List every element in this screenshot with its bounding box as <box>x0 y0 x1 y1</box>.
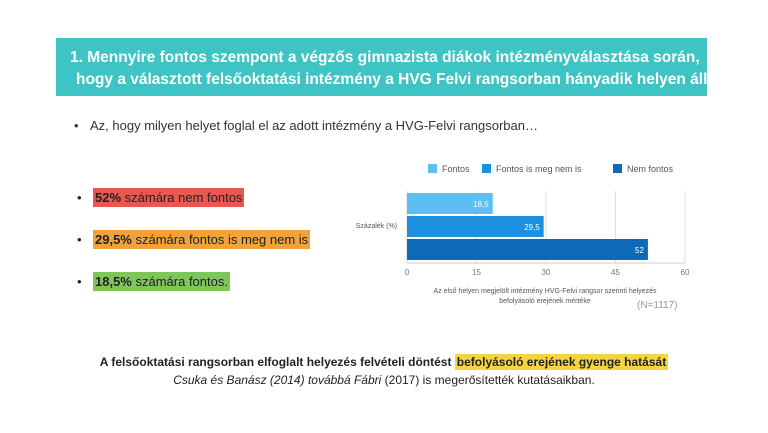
conclusion-text: A felsőoktatási rangsorban elfoglalt helyezés felvételi döntést <box>99 355 455 369</box>
conclusion-line-2 <box>0 373 768 387</box>
citation-authors: Csuka és Banász (2014) továbbá Fábri <box>173 373 382 387</box>
bullet-icon: • <box>77 190 82 205</box>
stat-value: 29,5% <box>95 232 132 247</box>
conclusion-highlight: befolyásoló erejének gyenge hatását <box>456 355 667 369</box>
legend-label: Nem fontos <box>627 164 674 174</box>
x-tick-label: 60 <box>680 268 690 277</box>
bullet-icon: • <box>77 274 82 289</box>
legend-swatch <box>482 164 491 173</box>
question-line-1: 1. Mennyire fontos szempont a végzős gimnazista diákok intézményválasztása során, <box>70 49 700 66</box>
legend-label: Fontos is meg nem is <box>496 164 582 174</box>
y-axis-label: Százalék (%) <box>355 223 397 230</box>
x-axis-ticks <box>405 268 690 277</box>
legend-label: Fontos <box>442 164 470 174</box>
stat-text: számára fontos is meg nem is <box>131 232 309 247</box>
stat-important <box>77 274 230 289</box>
x-tick-label: 30 <box>541 268 551 277</box>
citation-text: (2017) is megerősítették kutatásaikban. <box>381 373 595 387</box>
bar-value-label: 29,5 <box>524 223 540 232</box>
bar-value-label: 18,5 <box>473 200 489 209</box>
bar-value-label: 52 <box>635 246 644 255</box>
stat-not-important <box>77 190 244 205</box>
x-tick-label: 45 <box>611 268 620 277</box>
intro-label: Az, hogy milyen helyet foglal el az adott intézmény a HVG-Felvi rangsorban… <box>90 118 538 133</box>
stat-text: számára fontos. <box>131 274 228 289</box>
stat-value: 18,5% <box>95 274 132 289</box>
stat-highlight <box>93 230 310 249</box>
question-banner <box>56 38 717 96</box>
conclusion-line-1 <box>0 355 768 369</box>
chart-canvas <box>340 155 700 315</box>
bar-chart <box>340 155 700 315</box>
stat-highlight <box>93 188 244 207</box>
x-axis-label-line-1: Az első helyen megjelölt intézmény HVG-Felvi rangsor szerinti helyezés <box>433 288 657 295</box>
bullet-icon: • <box>77 232 82 247</box>
chart-bars <box>407 193 648 260</box>
x-tick-label: 0 <box>404 268 410 277</box>
intro-text <box>74 118 538 133</box>
legend-swatch <box>428 164 437 173</box>
sample-size-note: (N=1117) <box>637 300 678 311</box>
stat-value: 52% <box>95 190 122 205</box>
stat-highlight <box>93 272 230 291</box>
stat-text: számára nem fontos <box>121 190 243 205</box>
stat-neutral <box>77 232 310 247</box>
bullet-icon: • <box>74 118 79 133</box>
bar <box>407 239 648 260</box>
chart-legend <box>428 164 674 174</box>
x-axis-label-line-2: befolyásoló erejének mértéke <box>499 298 591 305</box>
question-line-2: hogy a választott felsőoktatási intézmény a HVG Felvi rangsorban hányadik helyen áll? <box>76 71 717 88</box>
x-tick-label: 15 <box>472 268 481 277</box>
legend-swatch <box>613 164 622 173</box>
